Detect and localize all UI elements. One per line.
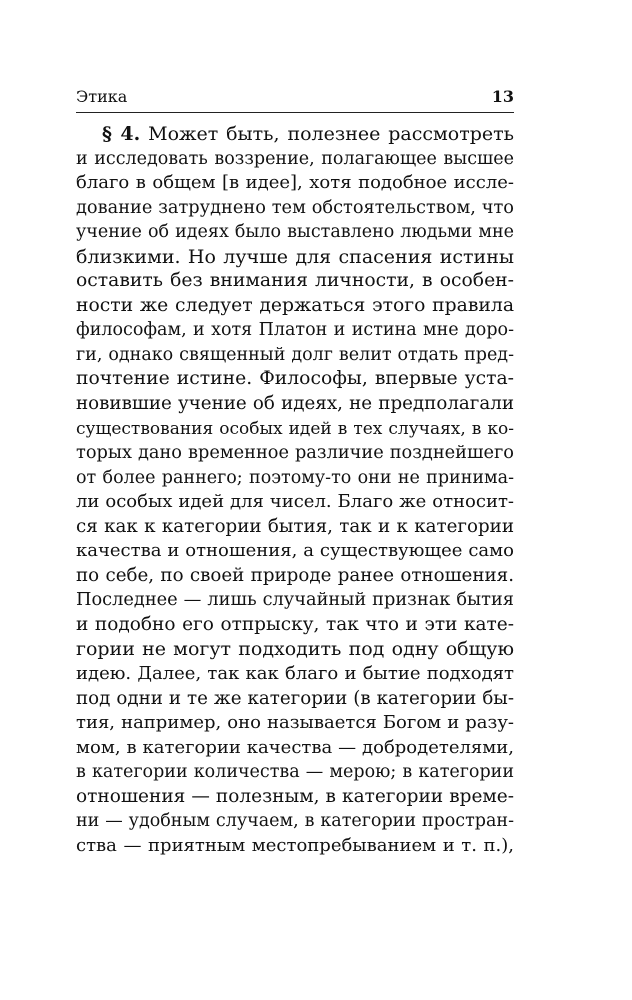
text-line: ни — удобным случаем, в категории простран-: [76, 811, 514, 832]
text-line-first: [76, 122, 514, 147]
text-line: от более раннего; поэтому-то они не принима-: [76, 467, 514, 488]
text-line: ли особых идей для чисел. Благо же относит-: [76, 491, 514, 513]
text-line: в категории количества — мерою; в категории: [76, 762, 514, 783]
text-line: и исследовать воззрение, полагающее высшее: [76, 148, 514, 169]
running-title: Этика: [76, 87, 128, 106]
text-line: ги, однако священный долг велит отдать пред-: [76, 344, 514, 365]
text-line: дование затруднено тем обстоятельством, что: [76, 197, 514, 218]
text-line: и подобно его отпрыску, так что и эти кате-: [76, 613, 514, 635]
text-line: благо в общем [в идее], хотя подобное иссле-: [76, 172, 514, 194]
text-line: новившие учение об идеях, не предполагали: [76, 393, 514, 415]
text-line: торых дано временное различие позднейшего: [76, 443, 514, 464]
text-line: почтение истине. Философы, впервые уста-: [76, 368, 514, 390]
text-line: близкими. Но лучше для спасения истины: [76, 245, 514, 268]
text-line: идею. Далее, так как благо и бытие подходят: [76, 663, 514, 685]
header-rule: [76, 112, 514, 113]
body-text: [76, 122, 514, 858]
text-line: под одни и те же категории (в категории бы-: [76, 687, 514, 709]
text-line-last: ства — приятным местопребыванием и т. п.),: [76, 834, 514, 856]
text-line: существования особых идей в тех случаях, в ко-: [76, 418, 514, 439]
text-line: ности же следует держаться этого правила: [76, 294, 514, 316]
text-line: учение об идеях было выставлено людьми мне: [76, 222, 514, 243]
text-line: гории не могут подходить под одну общую: [76, 638, 514, 661]
text-line: оставить без внимания личности, в особен-: [76, 270, 514, 292]
text-line: по себе, по своей природе ранее отношения.: [76, 564, 514, 586]
text-line: Последнее — лишь случайный признак бытия: [76, 590, 514, 611]
text-line: качества и отношения, а существующее само: [76, 540, 514, 562]
running-head: [76, 86, 514, 110]
text-line: мом, в категории качества — добродетелями,: [76, 736, 514, 758]
text-line: отношения — полезным, в категории време-: [76, 785, 514, 807]
section-mark: § 4.: [102, 123, 141, 145]
first-line-text: Может быть, полезнее рассмотреть: [140, 123, 515, 145]
text-line: философам, и хотя Платон и истина мне доро-: [76, 320, 514, 341]
text-line: тия, например, оно называется Богом и разу-: [76, 712, 514, 734]
page-number: 13: [491, 87, 514, 106]
text-line: ся как к категории бытия, так и к категории: [76, 515, 514, 537]
